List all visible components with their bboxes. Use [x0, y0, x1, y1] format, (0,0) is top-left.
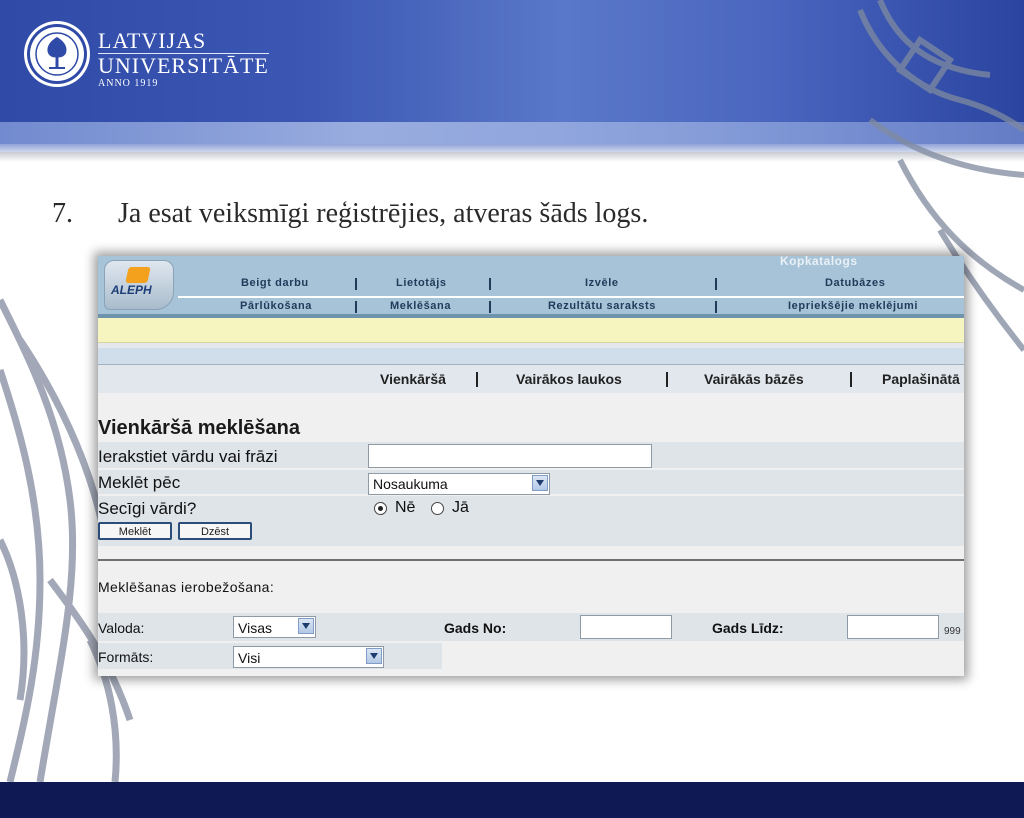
slide-footer — [0, 782, 1024, 818]
format-label: Formāts: — [98, 649, 154, 665]
nav-previous-searches[interactable]: Iepriekšējie meklējumi — [788, 300, 918, 312]
chevron-down-icon[interactable] — [366, 648, 382, 664]
message-bar — [98, 318, 964, 343]
tab-simple[interactable]: Vienkāršā — [380, 371, 446, 387]
nav-user[interactable]: Lietotājs — [396, 277, 447, 289]
blue-strip — [98, 348, 964, 364]
chevron-down-icon[interactable] — [532, 475, 548, 491]
nav-separator — [715, 301, 717, 313]
nav-options[interactable]: Izvēle — [585, 277, 619, 289]
step-instruction: Ja esat veiksmīgi reģistrējies, atveras šāds logs. — [118, 198, 649, 229]
sequential-words-label: Secīgi vārdi? — [98, 499, 197, 518]
year-to-input[interactable] — [847, 615, 939, 639]
logo-line-1: LATVIJAS — [98, 28, 207, 53]
tab-separator — [850, 372, 852, 387]
university-logo-text — [98, 30, 269, 90]
logo-line-3: ANNO 1919 — [98, 78, 159, 89]
form-row-sequential — [98, 496, 964, 520]
radio-no-label: Nē — [395, 499, 416, 516]
search-by-select[interactable] — [368, 473, 550, 495]
format-value: Visi — [238, 650, 261, 666]
year-hint: 999 — [944, 626, 961, 637]
phrase-input[interactable] — [368, 444, 652, 468]
tab-multi-base[interactable]: Vairākās bāzēs — [704, 371, 804, 387]
nav-separator — [489, 278, 491, 290]
year-from-input[interactable] — [580, 615, 672, 639]
nav-browse[interactable]: Pārlūkošana — [240, 300, 313, 312]
year-to-label: Gads Līdz: — [712, 620, 784, 636]
nav-separator — [355, 278, 357, 290]
search-by-value: Nosaukuma — [373, 476, 448, 492]
chevron-down-icon[interactable] — [298, 618, 314, 634]
radio-selected-dot — [378, 506, 383, 511]
radio-yes-label: Jā — [452, 499, 469, 516]
search-form-title: Vienkāršā meklēšana — [98, 417, 301, 439]
radio-yes[interactable] — [431, 502, 444, 515]
nav-separator — [489, 301, 491, 313]
nav-databases[interactable]: Datubāzes — [825, 277, 886, 289]
search-limits-title: Meklēšanas ierobežošana: — [98, 579, 275, 595]
aleph-nav-bar — [98, 256, 964, 318]
nav-results-list[interactable]: Rezultātu saraksts — [548, 300, 657, 312]
tab-separator — [476, 372, 478, 387]
catalog-title: Kopkatalogs — [780, 256, 858, 268]
tab-separator — [666, 372, 668, 387]
radio-no[interactable] — [374, 502, 387, 515]
nav-logout[interactable]: Beigt darbu — [241, 277, 309, 289]
aleph-logo-text: ALEPH — [111, 283, 152, 297]
tab-multi-field[interactable]: Vairākos laukos — [516, 371, 622, 387]
university-seal-icon — [22, 17, 92, 91]
tab-advanced[interactable]: Paplašinātā — [882, 371, 960, 387]
format-select[interactable] — [233, 646, 384, 668]
phrase-label: Ierakstiet vārdu vai frāzi — [98, 447, 278, 466]
language-label: Valoda: — [98, 620, 145, 636]
aleph-logo[interactable] — [104, 260, 174, 310]
aleph-screenshot — [98, 256, 964, 676]
nav-row-divider — [178, 296, 964, 298]
search-button[interactable]: Meklēt — [98, 522, 172, 540]
step-number: 7. — [52, 198, 73, 229]
language-select[interactable] — [233, 616, 316, 638]
clear-button[interactable]: Dzēst — [178, 522, 252, 540]
search-by-label: Meklēt pēc — [98, 473, 181, 492]
logo-line-2: UNIVERSITĀTE — [98, 53, 269, 78]
year-from-label: Gads No: — [444, 620, 507, 636]
section-divider — [98, 559, 964, 561]
nav-separator — [355, 301, 357, 313]
nav-search[interactable]: Meklēšana — [390, 300, 452, 312]
aleph-book-icon — [125, 267, 150, 283]
nav-separator — [715, 278, 717, 290]
language-value: Visas — [238, 620, 272, 636]
